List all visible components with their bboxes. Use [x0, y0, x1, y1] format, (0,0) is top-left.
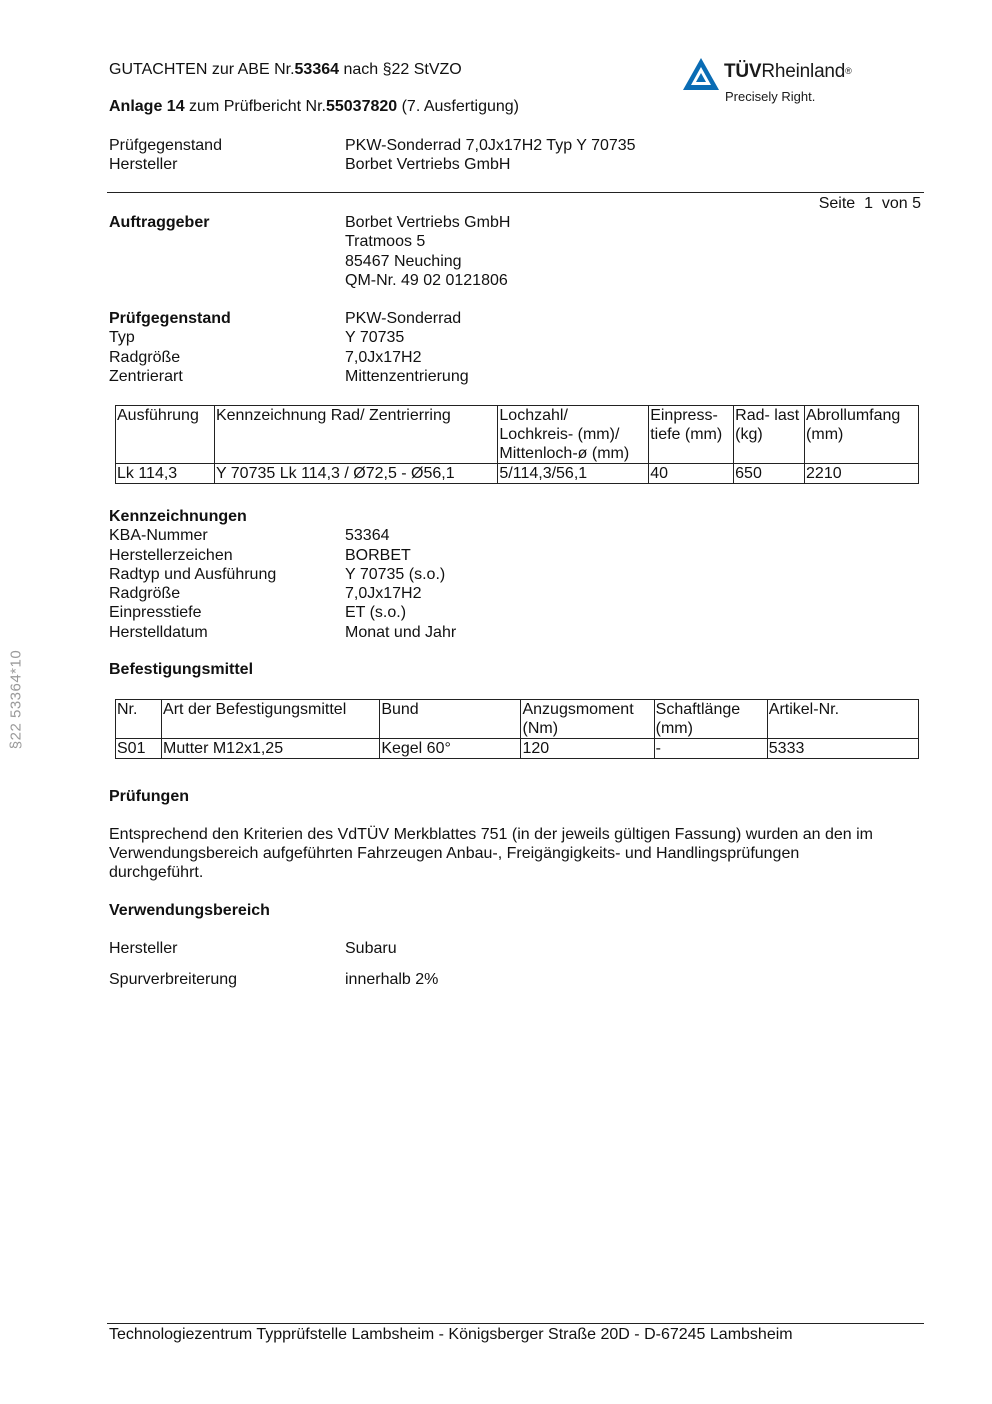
anlage-label: Anlage 14 [109, 98, 185, 115]
pruefbericht-number: 55037820 [325, 98, 398, 115]
table-row [116, 464, 919, 484]
table-cell: 5/114,3/56,1 [498, 464, 649, 484]
subtitle-suffix: (7. Ausfertigung) [397, 98, 519, 115]
kennzeichnung-row: Herstellerzeichen BORBET [109, 546, 411, 564]
pruefgegenstand-value: PKW-Sonderrad [345, 310, 462, 327]
table-cell: Kegel 60° [380, 739, 521, 759]
verwendungsbereich-block [109, 939, 929, 958]
table-header-cell: Lochzahl/ Lochkreis- (mm)/ Mittenloch-ø (mm) [498, 406, 649, 464]
table-cell: S01 [116, 739, 162, 759]
verwendungsbereich-block-2 [109, 970, 929, 989]
table-header-cell: Ausführung [116, 406, 215, 464]
verwendung-row: Spurverbreiterung innerhalb 2% [109, 971, 439, 988]
title-prefix: GUTACHTEN zur ABE Nr. [109, 61, 295, 78]
footer-address: Technologiezentrum Typprüfstelle Lambsheim - Königsberger Straße 20D - D-67245 Lambsheim [109, 1326, 793, 1343]
table-header-cell: Rad- last (kg) [734, 406, 805, 464]
table-header-cell: Art der Befestigungsmittel [162, 700, 380, 739]
table-header-cell: Abrollumfang (mm) [805, 406, 919, 464]
kennzeichnung-row: Radgröße 7,0Jx17H2 [109, 585, 422, 603]
befestigung-heading: Befestigungsmittel [109, 661, 254, 678]
table-cell: 2210 [805, 464, 919, 484]
auftraggeber-block [109, 213, 929, 290]
kennzeichnungen-heading: Kennzeichnungen [109, 508, 247, 525]
auftraggeber-line: Tratmoos 5 [345, 233, 426, 251]
footer-divider [107, 1323, 924, 1324]
auftraggeber-line: 85467 Neuching [345, 252, 462, 270]
page-number: Seite 1 von 5 [818, 195, 921, 212]
report-subtitle [109, 97, 519, 116]
table-cell: Mutter M12x1,25 [162, 739, 380, 759]
table-header-cell: Einpress- tiefe (mm) [649, 406, 734, 464]
table-cell: Lk 114,3 [116, 464, 215, 484]
table-cell: Y 70735 Lk 114,3 / Ø72,5 - Ø56,1 [214, 464, 497, 484]
pruefgegenstand-heading: Prüfgegenstand [109, 310, 231, 327]
summary-block [109, 136, 929, 175]
fastener-table [115, 699, 919, 759]
table-header-cell: Nr. [116, 700, 162, 739]
table-header-cell: Schaftlänge (mm) [654, 700, 767, 739]
pruefgegenstand-row: Typ Y 70735 [109, 329, 405, 347]
pruefungen-paragraph: Entsprechend den Kriterien des VdTÜV Merkblattes 751 (in der jeweils gültigen Fassung) wurden an den im Verwendungsbereich aufgeführten Fahrzeugen Anbau-, Freigängigkeits- und Handlingsprüfungen durchgeführt. [109, 826, 873, 881]
table-header-row [116, 700, 919, 739]
header-divider [107, 192, 924, 193]
report-title [109, 60, 462, 79]
table-row [116, 739, 919, 759]
auftraggeber-line: Borbet Vertriebs GmbH [345, 214, 511, 231]
wheel-spec-table [115, 405, 919, 484]
auftraggeber-heading: Auftraggeber [109, 214, 210, 231]
table-header-cell: Kennzeichnung Rad/ Zentrierring [214, 406, 497, 464]
auftraggeber-line: QM-Nr. 49 02 0121806 [345, 271, 508, 289]
table-cell: 5333 [767, 739, 918, 759]
tuv-rheinland-logo [681, 56, 881, 104]
side-document-mark: §22 53364*10 [7, 649, 25, 750]
tuv-triangle-icon [681, 56, 721, 92]
table-header-cell: Artikel-Nr. [767, 700, 918, 739]
pruefgegenstand-row: Zentrierart Mittenzentrierung [109, 367, 469, 385]
kennzeichnung-row: KBA-Nummer 53364 [109, 527, 390, 545]
verwendung-row: Hersteller Subaru [109, 940, 397, 957]
title-suffix: nach §22 StVZO [339, 61, 462, 78]
pruefgegenstand-block [109, 309, 929, 386]
verwendungsbereich-heading: Verwendungsbereich [109, 902, 270, 919]
subtitle-mid: zum Prüfbericht Nr. [184, 98, 326, 115]
table-cell: - [654, 739, 767, 759]
table-cell: 40 [649, 464, 734, 484]
kennzeichnung-row: Herstelldatum Monat und Jahr [109, 623, 457, 641]
kennzeichnung-row: Einpresstiefe ET (s.o.) [109, 604, 407, 622]
kennzeichnung-row: Radtyp und Ausführung Y 70735 (s.o.) [109, 565, 446, 583]
pruefgegenstand-row: Radgröße 7,0Jx17H2 [109, 348, 422, 366]
table-cell: 650 [734, 464, 805, 484]
table-header-cell: Bund [380, 700, 521, 739]
logo-wordmark: TÜVRheinland® [724, 61, 852, 82]
table-header-row [116, 406, 919, 464]
logo-tagline: Precisely Right. [725, 89, 816, 104]
pruefungen-heading: Prüfungen [109, 788, 189, 805]
abe-number: 53364 [294, 61, 340, 78]
summary-row: Prüfgegenstand PKW-Sonderrad 7,0Jx17H2 Typ Y 70735 [109, 137, 636, 154]
table-header-cell: Anzugsmoment (Nm) [521, 700, 654, 739]
table-cell: 120 [521, 739, 654, 759]
kennzeichnungen-block [109, 507, 929, 642]
summary-row: Hersteller Borbet Vertriebs GmbH [109, 156, 511, 174]
